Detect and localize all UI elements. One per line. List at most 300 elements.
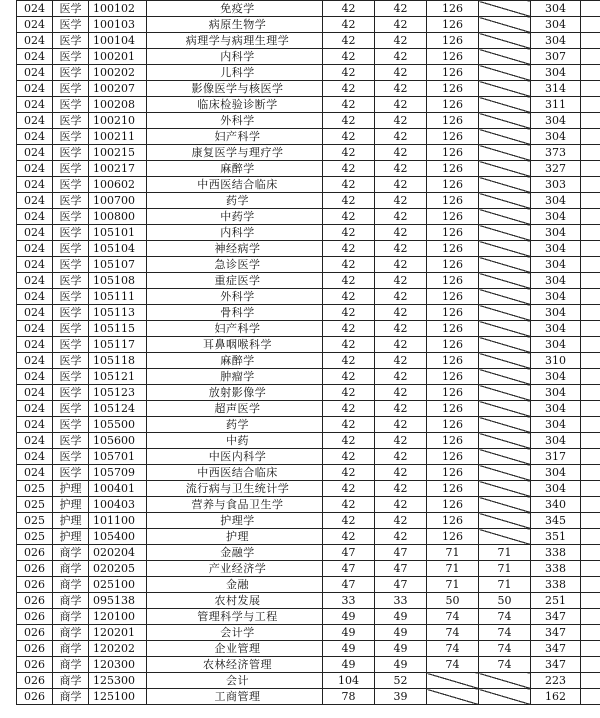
remark-cell bbox=[581, 337, 600, 353]
table-row bbox=[17, 305, 600, 321]
score-english-cell: 42 bbox=[375, 449, 427, 465]
score-subject1-cell bbox=[427, 673, 479, 689]
score-subject1-cell: 126 bbox=[427, 193, 479, 209]
score-subject2-cell bbox=[479, 673, 531, 689]
discipline-cell: 医学 bbox=[53, 1, 89, 17]
total-score-cell: 327 bbox=[531, 161, 581, 177]
discipline-cell: 医学 bbox=[53, 113, 89, 129]
major-name-cell: 超声医学 bbox=[147, 401, 323, 417]
discipline-cell: 商学 bbox=[53, 641, 89, 657]
score-subject2-cell: 74 bbox=[479, 609, 531, 625]
score-english-cell: 52 bbox=[375, 673, 427, 689]
total-score-cell: 304 bbox=[531, 273, 581, 289]
major-code-cell: 105107 bbox=[89, 257, 147, 273]
discipline-cell: 医学 bbox=[53, 241, 89, 257]
score-subject2-cell bbox=[479, 689, 531, 705]
unit-code-cell: 024 bbox=[17, 113, 53, 129]
unit-code-cell: 026 bbox=[17, 641, 53, 657]
total-score-cell: 347 bbox=[531, 657, 581, 673]
remark-cell bbox=[581, 577, 600, 593]
total-score-cell: 338 bbox=[531, 561, 581, 577]
total-score-cell: 311 bbox=[531, 97, 581, 113]
score-subject2-cell bbox=[479, 49, 531, 65]
score-english-cell: 42 bbox=[375, 417, 427, 433]
score-politics-cell: 49 bbox=[323, 657, 375, 673]
discipline-cell: 医学 bbox=[53, 385, 89, 401]
score-politics-cell: 42 bbox=[323, 113, 375, 129]
discipline-cell: 医学 bbox=[53, 33, 89, 49]
table-row bbox=[17, 193, 600, 209]
score-subject2-cell bbox=[479, 369, 531, 385]
score-subject2-cell bbox=[479, 257, 531, 273]
major-name-cell: 工商管理 bbox=[147, 689, 323, 705]
score-politics-cell: 42 bbox=[323, 417, 375, 433]
score-politics-cell: 49 bbox=[323, 641, 375, 657]
score-english-cell: 47 bbox=[375, 577, 427, 593]
table-row bbox=[17, 97, 600, 113]
score-subject1-cell: 71 bbox=[427, 545, 479, 561]
score-subject2-cell bbox=[479, 17, 531, 33]
major-code-cell: 100104 bbox=[89, 33, 147, 49]
major-name-cell: 管理科学与工程 bbox=[147, 609, 323, 625]
unit-code-cell: 024 bbox=[17, 385, 53, 401]
score-subject2-cell bbox=[479, 145, 531, 161]
unit-code-cell: 024 bbox=[17, 49, 53, 65]
score-politics-cell: 42 bbox=[323, 289, 375, 305]
score-subject1-cell: 126 bbox=[427, 385, 479, 401]
major-name-cell: 药学 bbox=[147, 193, 323, 209]
major-code-cell: 100800 bbox=[89, 209, 147, 225]
remark-cell bbox=[581, 1, 600, 17]
unit-code-cell: 024 bbox=[17, 81, 53, 97]
major-code-cell: 105111 bbox=[89, 289, 147, 305]
major-name-cell: 急诊医学 bbox=[147, 257, 323, 273]
table-row bbox=[17, 497, 600, 513]
discipline-cell: 医学 bbox=[53, 49, 89, 65]
score-subject1-cell: 74 bbox=[427, 625, 479, 641]
major-name-cell: 麻醉学 bbox=[147, 353, 323, 369]
remark-cell bbox=[581, 673, 600, 689]
total-score-cell: 304 bbox=[531, 33, 581, 49]
unit-code-cell: 024 bbox=[17, 129, 53, 145]
score-subject2-cell bbox=[479, 481, 531, 497]
discipline-cell: 医学 bbox=[53, 305, 89, 321]
score-subject1-cell: 126 bbox=[427, 481, 479, 497]
score-politics-cell: 104 bbox=[323, 673, 375, 689]
score-subject2-cell bbox=[479, 225, 531, 241]
score-politics-cell: 47 bbox=[323, 577, 375, 593]
table-row bbox=[17, 225, 600, 241]
score-english-cell: 42 bbox=[375, 257, 427, 273]
score-subject2-cell bbox=[479, 241, 531, 257]
score-subject1-cell: 126 bbox=[427, 513, 479, 529]
table-row bbox=[17, 465, 600, 481]
score-english-cell: 42 bbox=[375, 113, 427, 129]
score-politics-cell: 33 bbox=[323, 593, 375, 609]
major-name-cell: 金融 bbox=[147, 577, 323, 593]
score-subject1-cell: 71 bbox=[427, 577, 479, 593]
score-subject2-cell bbox=[479, 385, 531, 401]
unit-code-cell: 024 bbox=[17, 449, 53, 465]
score-subject1-cell: 126 bbox=[427, 369, 479, 385]
score-politics-cell: 49 bbox=[323, 609, 375, 625]
discipline-cell: 医学 bbox=[53, 369, 89, 385]
score-subject2-cell bbox=[479, 177, 531, 193]
discipline-cell: 商学 bbox=[53, 577, 89, 593]
major-name-cell: 外科学 bbox=[147, 289, 323, 305]
score-politics-cell: 42 bbox=[323, 433, 375, 449]
unit-code-cell: 024 bbox=[17, 17, 53, 33]
unit-code-cell: 024 bbox=[17, 401, 53, 417]
total-score-cell: 351 bbox=[531, 529, 581, 545]
table-row bbox=[17, 17, 600, 33]
score-english-cell: 42 bbox=[375, 529, 427, 545]
table-row bbox=[17, 33, 600, 49]
major-code-cell: 105101 bbox=[89, 225, 147, 241]
score-english-cell: 49 bbox=[375, 641, 427, 657]
score-politics-cell: 42 bbox=[323, 193, 375, 209]
score-subject2-cell: 74 bbox=[479, 657, 531, 673]
score-subject2-cell bbox=[479, 465, 531, 481]
remark-cell bbox=[581, 353, 600, 369]
major-name-cell: 临床检验诊断学 bbox=[147, 97, 323, 113]
major-code-cell: 105121 bbox=[89, 369, 147, 385]
table-row bbox=[17, 417, 600, 433]
total-score-cell: 304 bbox=[531, 193, 581, 209]
discipline-cell: 商学 bbox=[53, 593, 89, 609]
remark-cell bbox=[581, 593, 600, 609]
unit-code-cell: 024 bbox=[17, 417, 53, 433]
major-code-cell: 100217 bbox=[89, 161, 147, 177]
score-english-cell: 42 bbox=[375, 353, 427, 369]
major-name-cell: 影像医学与核医学 bbox=[147, 81, 323, 97]
table-row bbox=[17, 289, 600, 305]
total-score-cell: 304 bbox=[531, 241, 581, 257]
unit-code-cell: 026 bbox=[17, 657, 53, 673]
score-subject2-cell: 74 bbox=[479, 625, 531, 641]
major-name-cell: 会计 bbox=[147, 673, 323, 689]
total-score-cell: 317 bbox=[531, 449, 581, 465]
admission-score-table bbox=[16, 0, 600, 705]
score-english-cell: 42 bbox=[375, 433, 427, 449]
score-subject1-cell: 126 bbox=[427, 97, 479, 113]
table-row bbox=[17, 657, 600, 673]
major-name-cell: 内科学 bbox=[147, 49, 323, 65]
score-politics-cell: 42 bbox=[323, 1, 375, 17]
remark-cell bbox=[581, 241, 600, 257]
remark-cell bbox=[581, 529, 600, 545]
table-row bbox=[17, 513, 600, 529]
major-code-cell: 100403 bbox=[89, 497, 147, 513]
major-name-cell: 护理 bbox=[147, 529, 323, 545]
score-english-cell: 42 bbox=[375, 161, 427, 177]
major-name-cell: 药学 bbox=[147, 417, 323, 433]
score-subject2-cell bbox=[479, 353, 531, 369]
table-body bbox=[17, 1, 600, 705]
total-score-cell: 304 bbox=[531, 433, 581, 449]
score-subject2-cell bbox=[479, 273, 531, 289]
score-english-cell: 47 bbox=[375, 545, 427, 561]
score-subject1-cell: 126 bbox=[427, 65, 479, 81]
table-row bbox=[17, 273, 600, 289]
score-english-cell: 42 bbox=[375, 97, 427, 113]
table-row bbox=[17, 385, 600, 401]
table-row bbox=[17, 689, 600, 705]
table-row bbox=[17, 337, 600, 353]
major-code-cell: 020205 bbox=[89, 561, 147, 577]
major-code-cell: 105701 bbox=[89, 449, 147, 465]
table-row bbox=[17, 449, 600, 465]
remark-cell bbox=[581, 417, 600, 433]
remark-cell bbox=[581, 97, 600, 113]
score-english-cell: 42 bbox=[375, 289, 427, 305]
score-subject1-cell: 71 bbox=[427, 561, 479, 577]
major-code-cell: 120300 bbox=[89, 657, 147, 673]
score-subject2-cell bbox=[479, 497, 531, 513]
table-row bbox=[17, 561, 600, 577]
major-name-cell: 骨科学 bbox=[147, 305, 323, 321]
major-code-cell: 125100 bbox=[89, 689, 147, 705]
score-politics-cell: 42 bbox=[323, 241, 375, 257]
discipline-cell: 医学 bbox=[53, 353, 89, 369]
score-subject2-cell: 74 bbox=[479, 641, 531, 657]
score-subject2-cell bbox=[479, 449, 531, 465]
table-row bbox=[17, 673, 600, 689]
score-politics-cell: 42 bbox=[323, 337, 375, 353]
score-politics-cell: 42 bbox=[323, 465, 375, 481]
unit-code-cell: 025 bbox=[17, 513, 53, 529]
table-row bbox=[17, 257, 600, 273]
score-english-cell: 49 bbox=[375, 625, 427, 641]
score-subject1-cell: 126 bbox=[427, 465, 479, 481]
remark-cell bbox=[581, 129, 600, 145]
total-score-cell: 345 bbox=[531, 513, 581, 529]
table-row bbox=[17, 241, 600, 257]
major-code-cell: 105117 bbox=[89, 337, 147, 353]
score-subject1-cell bbox=[427, 689, 479, 705]
major-code-cell: 120201 bbox=[89, 625, 147, 641]
unit-code-cell: 024 bbox=[17, 433, 53, 449]
score-politics-cell: 42 bbox=[323, 161, 375, 177]
total-score-cell: 304 bbox=[531, 289, 581, 305]
score-politics-cell: 42 bbox=[323, 305, 375, 321]
score-subject1-cell: 126 bbox=[427, 529, 479, 545]
total-score-cell: 338 bbox=[531, 545, 581, 561]
score-english-cell: 42 bbox=[375, 385, 427, 401]
score-subject1-cell: 126 bbox=[427, 337, 479, 353]
score-english-cell: 47 bbox=[375, 561, 427, 577]
major-code-cell: 100102 bbox=[89, 1, 147, 17]
major-code-cell: 105113 bbox=[89, 305, 147, 321]
remark-cell bbox=[581, 145, 600, 161]
score-politics-cell: 42 bbox=[323, 177, 375, 193]
major-name-cell: 神经病学 bbox=[147, 241, 323, 257]
score-english-cell: 42 bbox=[375, 1, 427, 17]
table-row bbox=[17, 65, 600, 81]
table-row bbox=[17, 369, 600, 385]
major-code-cell: 120100 bbox=[89, 609, 147, 625]
score-english-cell: 42 bbox=[375, 193, 427, 209]
unit-code-cell: 026 bbox=[17, 609, 53, 625]
total-score-cell: 162 bbox=[531, 689, 581, 705]
major-name-cell: 中药 bbox=[147, 433, 323, 449]
unit-code-cell: 025 bbox=[17, 481, 53, 497]
major-code-cell: 105709 bbox=[89, 465, 147, 481]
total-score-cell: 307 bbox=[531, 49, 581, 65]
score-subject2-cell: 71 bbox=[479, 545, 531, 561]
score-politics-cell: 42 bbox=[323, 481, 375, 497]
unit-code-cell: 024 bbox=[17, 97, 53, 113]
unit-code-cell: 026 bbox=[17, 545, 53, 561]
score-politics-cell: 42 bbox=[323, 209, 375, 225]
major-code-cell: 101100 bbox=[89, 513, 147, 529]
total-score-cell: 340 bbox=[531, 497, 581, 513]
discipline-cell: 医学 bbox=[53, 465, 89, 481]
score-subject1-cell: 126 bbox=[427, 1, 479, 17]
score-subject1-cell: 126 bbox=[427, 209, 479, 225]
table-row bbox=[17, 401, 600, 417]
remark-cell bbox=[581, 641, 600, 657]
score-subject2-cell bbox=[479, 193, 531, 209]
score-english-cell: 49 bbox=[375, 657, 427, 673]
unit-code-cell: 024 bbox=[17, 177, 53, 193]
score-english-cell: 42 bbox=[375, 145, 427, 161]
major-name-cell: 放射影像学 bbox=[147, 385, 323, 401]
major-code-cell: 105115 bbox=[89, 321, 147, 337]
major-name-cell: 外科学 bbox=[147, 113, 323, 129]
score-subject2-cell bbox=[479, 129, 531, 145]
unit-code-cell: 026 bbox=[17, 673, 53, 689]
major-name-cell: 企业管理 bbox=[147, 641, 323, 657]
score-politics-cell: 42 bbox=[323, 449, 375, 465]
score-subject2-cell bbox=[479, 417, 531, 433]
total-score-cell: 373 bbox=[531, 145, 581, 161]
major-name-cell: 妇产科学 bbox=[147, 129, 323, 145]
discipline-cell: 医学 bbox=[53, 177, 89, 193]
unit-code-cell: 024 bbox=[17, 193, 53, 209]
discipline-cell: 护理 bbox=[53, 513, 89, 529]
remark-cell bbox=[581, 305, 600, 321]
remark-cell bbox=[581, 433, 600, 449]
discipline-cell: 医学 bbox=[53, 321, 89, 337]
discipline-cell: 商学 bbox=[53, 609, 89, 625]
score-politics-cell: 42 bbox=[323, 529, 375, 545]
total-score-cell: 347 bbox=[531, 609, 581, 625]
score-subject1-cell: 126 bbox=[427, 449, 479, 465]
discipline-cell: 医学 bbox=[53, 289, 89, 305]
score-subject2-cell bbox=[479, 97, 531, 113]
remark-cell bbox=[581, 65, 600, 81]
score-politics-cell: 42 bbox=[323, 273, 375, 289]
discipline-cell: 护理 bbox=[53, 497, 89, 513]
score-subject1-cell: 126 bbox=[427, 305, 479, 321]
remark-cell bbox=[581, 449, 600, 465]
remark-cell bbox=[581, 17, 600, 33]
total-score-cell: 347 bbox=[531, 641, 581, 657]
score-politics-cell: 42 bbox=[323, 385, 375, 401]
score-politics-cell: 42 bbox=[323, 33, 375, 49]
score-english-cell: 39 bbox=[375, 689, 427, 705]
score-politics-cell: 42 bbox=[323, 225, 375, 241]
table-row bbox=[17, 209, 600, 225]
major-code-cell: 105118 bbox=[89, 353, 147, 369]
score-subject1-cell: 126 bbox=[427, 145, 479, 161]
remark-cell bbox=[581, 625, 600, 641]
table-row bbox=[17, 481, 600, 497]
score-subject1-cell: 126 bbox=[427, 401, 479, 417]
total-score-cell: 304 bbox=[531, 401, 581, 417]
unit-code-cell: 024 bbox=[17, 225, 53, 241]
discipline-cell: 医学 bbox=[53, 17, 89, 33]
table-row bbox=[17, 81, 600, 97]
major-name-cell: 产业经济学 bbox=[147, 561, 323, 577]
table-row bbox=[17, 529, 600, 545]
major-name-cell: 会计学 bbox=[147, 625, 323, 641]
score-english-cell: 42 bbox=[375, 305, 427, 321]
unit-code-cell: 026 bbox=[17, 625, 53, 641]
unit-code-cell: 024 bbox=[17, 289, 53, 305]
table-row bbox=[17, 177, 600, 193]
score-english-cell: 42 bbox=[375, 49, 427, 65]
score-politics-cell: 42 bbox=[323, 81, 375, 97]
major-code-cell: 105108 bbox=[89, 273, 147, 289]
major-name-cell: 金融学 bbox=[147, 545, 323, 561]
total-score-cell: 223 bbox=[531, 673, 581, 689]
table-row bbox=[17, 609, 600, 625]
unit-code-cell: 024 bbox=[17, 33, 53, 49]
remark-cell bbox=[581, 209, 600, 225]
major-name-cell: 中药学 bbox=[147, 209, 323, 225]
score-politics-cell: 42 bbox=[323, 65, 375, 81]
score-english-cell: 42 bbox=[375, 497, 427, 513]
discipline-cell: 医学 bbox=[53, 209, 89, 225]
total-score-cell: 251 bbox=[531, 593, 581, 609]
total-score-cell: 310 bbox=[531, 353, 581, 369]
remark-cell bbox=[581, 81, 600, 97]
unit-code-cell: 026 bbox=[17, 593, 53, 609]
score-english-cell: 42 bbox=[375, 65, 427, 81]
score-subject2-cell bbox=[479, 209, 531, 225]
remark-cell bbox=[581, 497, 600, 513]
score-english-cell: 49 bbox=[375, 609, 427, 625]
total-score-cell: 304 bbox=[531, 1, 581, 17]
remark-cell bbox=[581, 257, 600, 273]
score-subject1-cell: 126 bbox=[427, 321, 479, 337]
score-subject2-cell bbox=[479, 65, 531, 81]
major-code-cell: 105124 bbox=[89, 401, 147, 417]
major-code-cell: 025100 bbox=[89, 577, 147, 593]
score-subject1-cell: 74 bbox=[427, 657, 479, 673]
score-subject1-cell: 50 bbox=[427, 593, 479, 609]
remark-cell bbox=[581, 193, 600, 209]
table-row bbox=[17, 625, 600, 641]
major-code-cell: 100401 bbox=[89, 481, 147, 497]
discipline-cell: 医学 bbox=[53, 449, 89, 465]
major-name-cell: 农村发展 bbox=[147, 593, 323, 609]
score-subject1-cell: 74 bbox=[427, 641, 479, 657]
discipline-cell: 医学 bbox=[53, 257, 89, 273]
table-row bbox=[17, 129, 600, 145]
score-subject2-cell bbox=[479, 289, 531, 305]
score-english-cell: 42 bbox=[375, 17, 427, 33]
major-code-cell: 100602 bbox=[89, 177, 147, 193]
major-name-cell: 流行病与卫生统计学 bbox=[147, 481, 323, 497]
major-name-cell: 儿科学 bbox=[147, 65, 323, 81]
remark-cell bbox=[581, 33, 600, 49]
score-english-cell: 42 bbox=[375, 81, 427, 97]
remark-cell bbox=[581, 289, 600, 305]
unit-code-cell: 025 bbox=[17, 529, 53, 545]
